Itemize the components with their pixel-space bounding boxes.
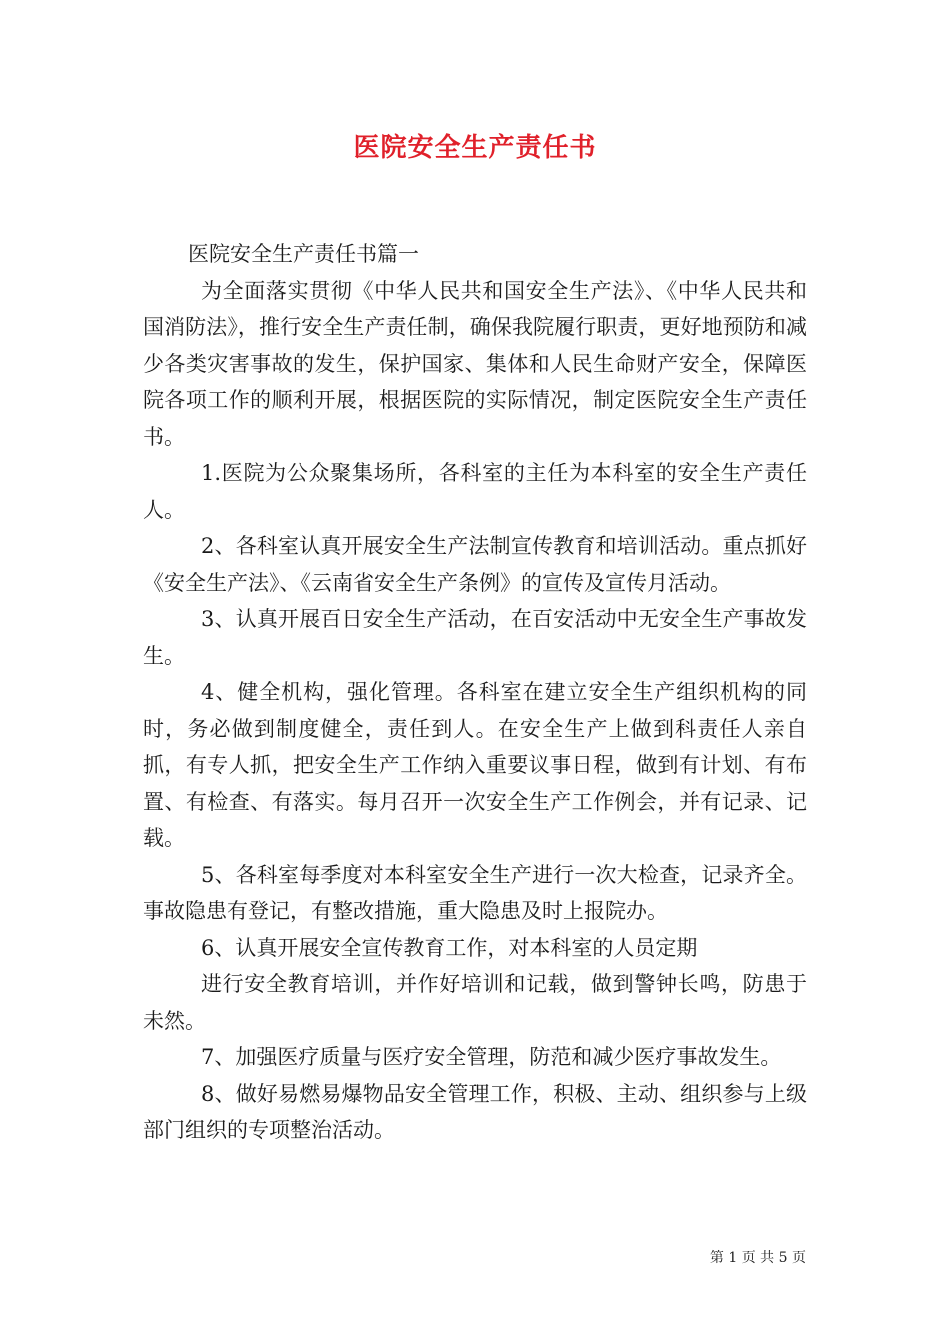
clause-7: 7、加强医疗质量与医疗安全管理，防范和减少医疗事故发生。 bbox=[201, 1045, 782, 1069]
clause-5: 5、各科室每季度对本科室安全生产进行一次大检查，记录齐全。事故隐患有登记，有整改措施，重大隐患及时上报院办。 bbox=[143, 862, 807, 923]
clause-3: 3、认真开展百日安全生产活动，在百安活动中无安全生产事故发生。 bbox=[143, 607, 807, 668]
clause-4: 4、健全机构，强化管理。各科室在建立安全生产组织机构的同时，务必做到制度健全，责任到人。在安全生产上做到科责任人亲自抓，有专人抓，把安全生产工作纳入重要议事日程，做到有计划、有布置、有检查、有落实。每月召开一次安全生产工作例会，并有记录、记载。 bbox=[143, 680, 807, 850]
clause-6: 6、认真开展安全宣传教育工作，对本科室的人员定期 bbox=[201, 935, 698, 960]
document-body bbox=[143, 236, 807, 1149]
clause-8: 8、做好易燃易爆物品安全管理工作，积极、主动、组织参与上级部门组织的专项整治活动。 bbox=[143, 1081, 807, 1142]
document-title: 医院安全生产责任书 bbox=[353, 133, 597, 163]
clause-6-continued: 进行安全教育培训，并作好培训和记载，做到警钟长鸣，防患于未然。 bbox=[143, 972, 807, 1033]
intro-paragraph: 为全面落实贯彻《中华人民共和国安全生产法》、《中华人民共和国消防法》，推行安全生产责任制，确保我院履行职责，更好地预防和减少各类灾害事故的发生，保护国家、集体和人民生命财产安全，保障医院各项工作的顺利开展，根据医院的实际情况，制定医院安全生产责任书。 bbox=[143, 278, 807, 449]
document-subtitle: 医院安全生产责任书篇一 bbox=[188, 242, 419, 266]
page-number: 第 1 页 共 5 页 bbox=[709, 1250, 806, 1266]
clause-1: 1.医院为公众聚集场所，各科室的主任为本科室的安全生产责任人。 bbox=[143, 461, 807, 522]
clause-2: 2、各科室认真开展安全生产法制宣传教育和培训活动。重点抓好《安全生产法》、《云南省安全生产条例》的宣传及宣传月活动。 bbox=[143, 534, 807, 595]
